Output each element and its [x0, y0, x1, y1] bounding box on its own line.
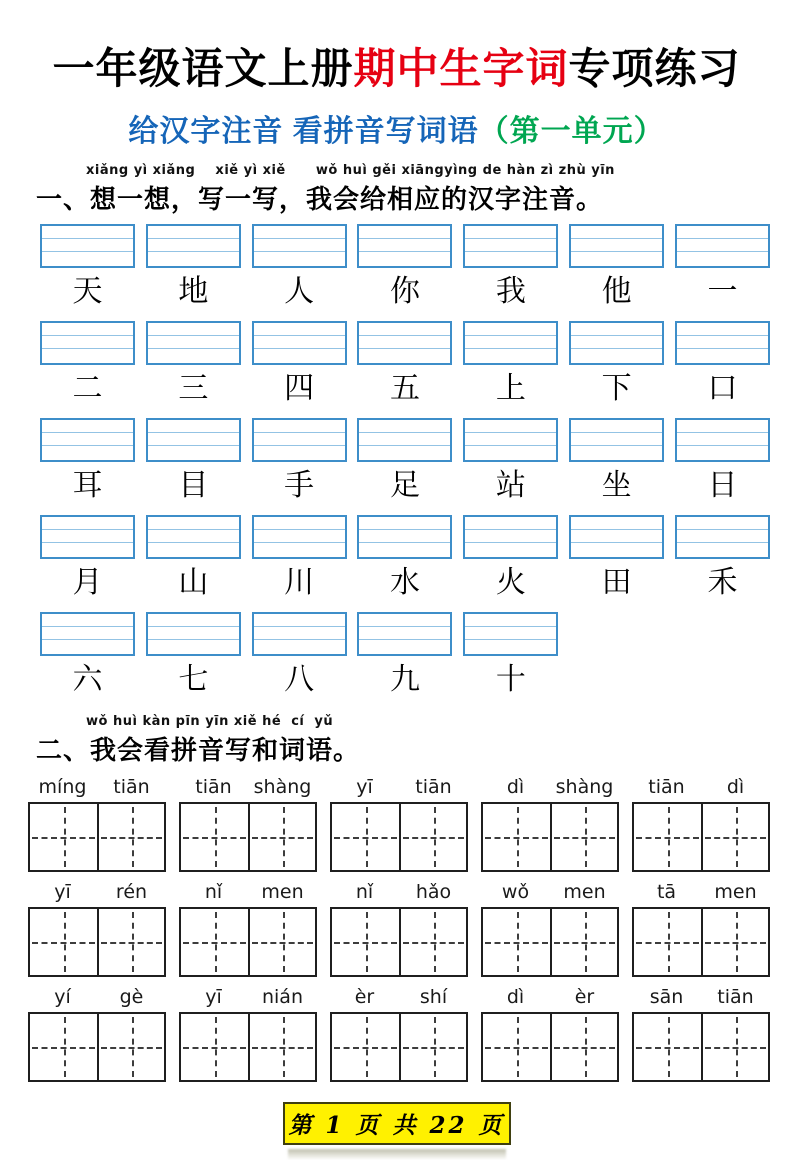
- pinyin-label-group: [632, 879, 770, 905]
- tianzi-grid-group: [179, 802, 317, 872]
- title-part2: 专项练习: [568, 45, 741, 92]
- pinyin-write-box[interactable]: [252, 515, 347, 559]
- pinyin-label: men: [714, 881, 757, 903]
- pinyin-label: tiān: [717, 986, 754, 1008]
- tianzi-grid-group: [28, 907, 166, 977]
- hanzi-character: 山: [178, 565, 209, 600]
- pinyin-write-box[interactable]: [357, 612, 452, 656]
- pinyin-box-row: [40, 321, 770, 365]
- tianzi-write-cell[interactable]: [634, 1014, 701, 1080]
- pinyin-label: tiān: [113, 776, 150, 798]
- tianzi-write-cell[interactable]: [181, 909, 248, 975]
- pinyin-label-row: [28, 879, 770, 905]
- tianzi-write-cell[interactable]: [30, 1014, 97, 1080]
- tianzi-grid-group: [330, 907, 468, 977]
- pinyin-label-group: [632, 774, 770, 800]
- pinyin-label-group: [28, 984, 166, 1010]
- pinyin-label: dì: [506, 776, 525, 798]
- hanzi-character: 他: [601, 274, 632, 309]
- tianzi-write-cell[interactable]: [332, 909, 399, 975]
- tianzi-write-cell[interactable]: [634, 804, 701, 870]
- pinyin-label: tā: [656, 881, 677, 903]
- tianzi-write-cell[interactable]: [181, 1014, 248, 1080]
- tianzi-write-cell[interactable]: [97, 909, 164, 975]
- tianzi-write-cell[interactable]: [181, 804, 248, 870]
- hanzi-character: 九: [389, 662, 420, 697]
- tianzi-grid-group: [632, 907, 770, 977]
- hanzi-character: 六: [72, 662, 103, 697]
- hanzi-character: 四: [284, 371, 315, 406]
- hanzi-character: 上: [495, 371, 526, 406]
- tianzi-grid-group: [481, 907, 619, 977]
- pinyin-write-box[interactable]: [675, 515, 770, 559]
- hanzi-character: 禾: [707, 565, 738, 600]
- pinyin-write-box[interactable]: [675, 418, 770, 462]
- pinyin-write-box[interactable]: [569, 321, 664, 365]
- hanzi-character: 手: [284, 468, 315, 503]
- tianzi-write-cell[interactable]: [701, 804, 768, 870]
- pinyin-label-group: [179, 984, 317, 1010]
- pinyin-write-box[interactable]: [146, 515, 241, 559]
- pinyin-label: yí: [54, 986, 71, 1008]
- tianzi-grid-group: [632, 802, 770, 872]
- section2-pinyin-ruby: wǒ huì kàn pīn yīn xiě hé cí yǔ: [86, 714, 334, 729]
- hanzi-character: 水: [389, 565, 420, 600]
- pinyin-label-group: [632, 984, 770, 1010]
- hanzi-character: 坐: [601, 468, 632, 503]
- pinyin-label-row: [28, 984, 770, 1010]
- pinyin-label: yī: [356, 776, 373, 798]
- pinyin-write-box[interactable]: [357, 515, 452, 559]
- tianzi-write-cell[interactable]: [30, 909, 97, 975]
- page-subtitle: [0, 106, 793, 150]
- pinyin-label-group: [179, 774, 317, 800]
- hanzi-character: 二: [72, 371, 103, 406]
- pinyin-write-box[interactable]: [463, 612, 558, 656]
- pinyin-label: men: [261, 881, 304, 903]
- pinyin-label: wǒ: [501, 881, 530, 903]
- pinyin-write-box[interactable]: [569, 515, 664, 559]
- hanzi-character: 口: [707, 371, 738, 406]
- tianzi-write-cell[interactable]: [248, 804, 315, 870]
- pinyin-label: yī: [205, 986, 222, 1008]
- tianzi-write-cell[interactable]: [550, 909, 617, 975]
- pinyin-label: tiān: [648, 776, 685, 798]
- pinyin-label-group: [179, 879, 317, 905]
- pinyin-write-box[interactable]: [146, 612, 241, 656]
- pinyin-write-box[interactable]: [357, 321, 452, 365]
- subtitle-main: 给汉字注音 看拼音写词语: [128, 115, 479, 148]
- tianzi-write-cell[interactable]: [332, 1014, 399, 1080]
- title-part1: 一年级语文上册: [52, 45, 354, 92]
- tianzi-write-cell[interactable]: [701, 1014, 768, 1080]
- pinyin-write-box[interactable]: [569, 224, 664, 268]
- tianzi-grid-group: [179, 907, 317, 977]
- pinyin-write-box[interactable]: [463, 321, 558, 365]
- tianzi-grid-group: [28, 1012, 166, 1082]
- pinyin-write-box[interactable]: [675, 321, 770, 365]
- tianzi-write-cell[interactable]: [550, 1014, 617, 1080]
- pinyin-label-group: [330, 879, 468, 905]
- section1-heading: 一、想一想，写一写，我会给相应的汉字注音。: [36, 184, 604, 214]
- tianzi-write-cell[interactable]: [399, 804, 466, 870]
- pinyin-box-row: [40, 612, 770, 656]
- pinyin-label: nián: [261, 986, 303, 1008]
- pinyin-label-group: [481, 774, 619, 800]
- pinyin-write-box[interactable]: [569, 418, 664, 462]
- tianzi-write-cell[interactable]: [483, 1014, 550, 1080]
- pinyin-label: nǐ: [355, 881, 374, 903]
- pinyin-box-row: [40, 224, 770, 268]
- pinyin-write-box[interactable]: [357, 224, 452, 268]
- tianzi-grid-group: [28, 802, 166, 872]
- tianzi-grid-group: [179, 1012, 317, 1082]
- pinyin-write-box[interactable]: [40, 612, 135, 656]
- hanzi-character: 五: [389, 371, 420, 406]
- tianzi-grid-group: [481, 1012, 619, 1082]
- tianzi-write-cell[interactable]: [399, 909, 466, 975]
- tianzi-write-cell[interactable]: [97, 804, 164, 870]
- pinyin-label: yī: [54, 881, 71, 903]
- section1-pinyin-ruby: xiǎng yì xiǎng xiě yì xiě wǒ huì gěi xiāngyìng de hàn zì zhù yīn: [86, 163, 615, 178]
- pinyin-label: rén: [115, 881, 148, 903]
- hanzi-character: 八: [284, 662, 315, 697]
- pinyin-write-box[interactable]: [40, 418, 135, 462]
- pinyin-label: nǐ: [204, 881, 223, 903]
- hanzi-character: 天: [72, 274, 103, 309]
- pinyin-label: tiān: [415, 776, 452, 798]
- hanzi-character: 月: [72, 565, 103, 600]
- character-row: [40, 365, 770, 410]
- pinyin-label: shàng: [253, 776, 312, 798]
- pinyin-label: míng: [38, 776, 87, 798]
- subtitle-unit: （第一单元）: [478, 115, 665, 148]
- tianzi-write-cell[interactable]: [483, 804, 550, 870]
- pinyin-write-box[interactable]: [252, 224, 347, 268]
- character-row: [40, 656, 770, 701]
- pinyin-write-box[interactable]: [146, 321, 241, 365]
- hanzi-character: 三: [178, 371, 209, 406]
- tianzi-write-cell[interactable]: [483, 909, 550, 975]
- character-row: [40, 268, 770, 313]
- hanzi-character: 七: [178, 662, 209, 697]
- tianzi-write-cell[interactable]: [634, 909, 701, 975]
- pinyin-label: shí: [419, 986, 448, 1008]
- pinyin-label-group: [28, 879, 166, 905]
- pinyin-label-group: [481, 879, 619, 905]
- character-row: [40, 559, 770, 604]
- pinyin-label-group: [330, 984, 468, 1010]
- tianzi-write-cell[interactable]: [701, 909, 768, 975]
- hanzi-character: 川: [284, 565, 315, 600]
- pinyin-write-box[interactable]: [146, 224, 241, 268]
- pinyin-label: èr: [354, 986, 375, 1008]
- pinyin-label: èr: [574, 986, 595, 1008]
- pinyin-write-box[interactable]: [40, 321, 135, 365]
- tianzi-grid-group: [330, 802, 468, 872]
- pinyin-write-box[interactable]: [40, 224, 135, 268]
- page-number-badge: 第 1 页 共 22 页: [283, 1102, 511, 1145]
- tianzi-grid-row: [28, 802, 770, 872]
- section2-heading: 二、我会看拼音写和词语。: [36, 735, 361, 765]
- pinyin-label: dì: [506, 986, 525, 1008]
- tianzi-write-cell[interactable]: [30, 804, 97, 870]
- tianzi-grid-group: [632, 1012, 770, 1082]
- hanzi-character: 一: [707, 274, 738, 309]
- pinyin-write-box[interactable]: [463, 418, 558, 462]
- hanzi-character: 下: [601, 371, 632, 406]
- tianzi-grid-row: [28, 1012, 770, 1082]
- tianzi-grid-group: [481, 802, 619, 872]
- hanzi-character: 田: [601, 565, 632, 600]
- pinyin-label-group: [481, 984, 619, 1010]
- page-title: [0, 36, 793, 96]
- pinyin-label: sān: [649, 986, 684, 1008]
- pinyin-write-box[interactable]: [463, 224, 558, 268]
- hanzi-character: 十: [495, 662, 526, 697]
- pinyin-write-box[interactable]: [252, 418, 347, 462]
- pinyin-label-row: [28, 774, 770, 800]
- pinyin-label: hǎo: [415, 881, 452, 903]
- hanzi-character: 站: [495, 468, 526, 503]
- tianzi-write-cell[interactable]: [248, 1014, 315, 1080]
- hanzi-character: 耳: [72, 468, 103, 503]
- pinyin-label: dì: [726, 776, 745, 798]
- pinyin-box-row: [40, 515, 770, 559]
- pinyin-label-group: [28, 774, 166, 800]
- pinyin-label: gè: [119, 986, 144, 1008]
- tianzi-write-cell[interactable]: [399, 1014, 466, 1080]
- pinyin-label: tiān: [195, 776, 232, 798]
- pinyin-write-box[interactable]: [252, 612, 347, 656]
- pinyin-label: men: [563, 881, 606, 903]
- pinyin-write-box[interactable]: [357, 418, 452, 462]
- title-highlight: 期中生字词: [353, 45, 569, 92]
- pinyin-write-box[interactable]: [146, 418, 241, 462]
- hanzi-character: 地: [178, 274, 209, 309]
- pinyin-box-row: [40, 418, 770, 462]
- hanzi-character: 你: [389, 274, 420, 309]
- tianzi-grid-row: [28, 907, 770, 977]
- tianzi-grid-group: [330, 1012, 468, 1082]
- hanzi-character: 足: [389, 468, 420, 503]
- hanzi-character: 日: [707, 468, 738, 503]
- tianzi-write-cell[interactable]: [248, 909, 315, 975]
- pinyin-write-box[interactable]: [675, 224, 770, 268]
- pinyin-write-box[interactable]: [463, 515, 558, 559]
- hanzi-character: 目: [178, 468, 209, 503]
- character-row: [40, 462, 770, 507]
- tianzi-write-cell[interactable]: [97, 1014, 164, 1080]
- pinyin-label: shàng: [555, 776, 614, 798]
- pinyin-label-group: [330, 774, 468, 800]
- tianzi-write-cell[interactable]: [550, 804, 617, 870]
- pinyin-write-box[interactable]: [252, 321, 347, 365]
- hanzi-character: 火: [495, 565, 526, 600]
- tianzi-write-cell[interactable]: [332, 804, 399, 870]
- pinyin-write-box[interactable]: [40, 515, 135, 559]
- hanzi-character: 人: [284, 274, 315, 309]
- hanzi-character: 我: [495, 274, 526, 309]
